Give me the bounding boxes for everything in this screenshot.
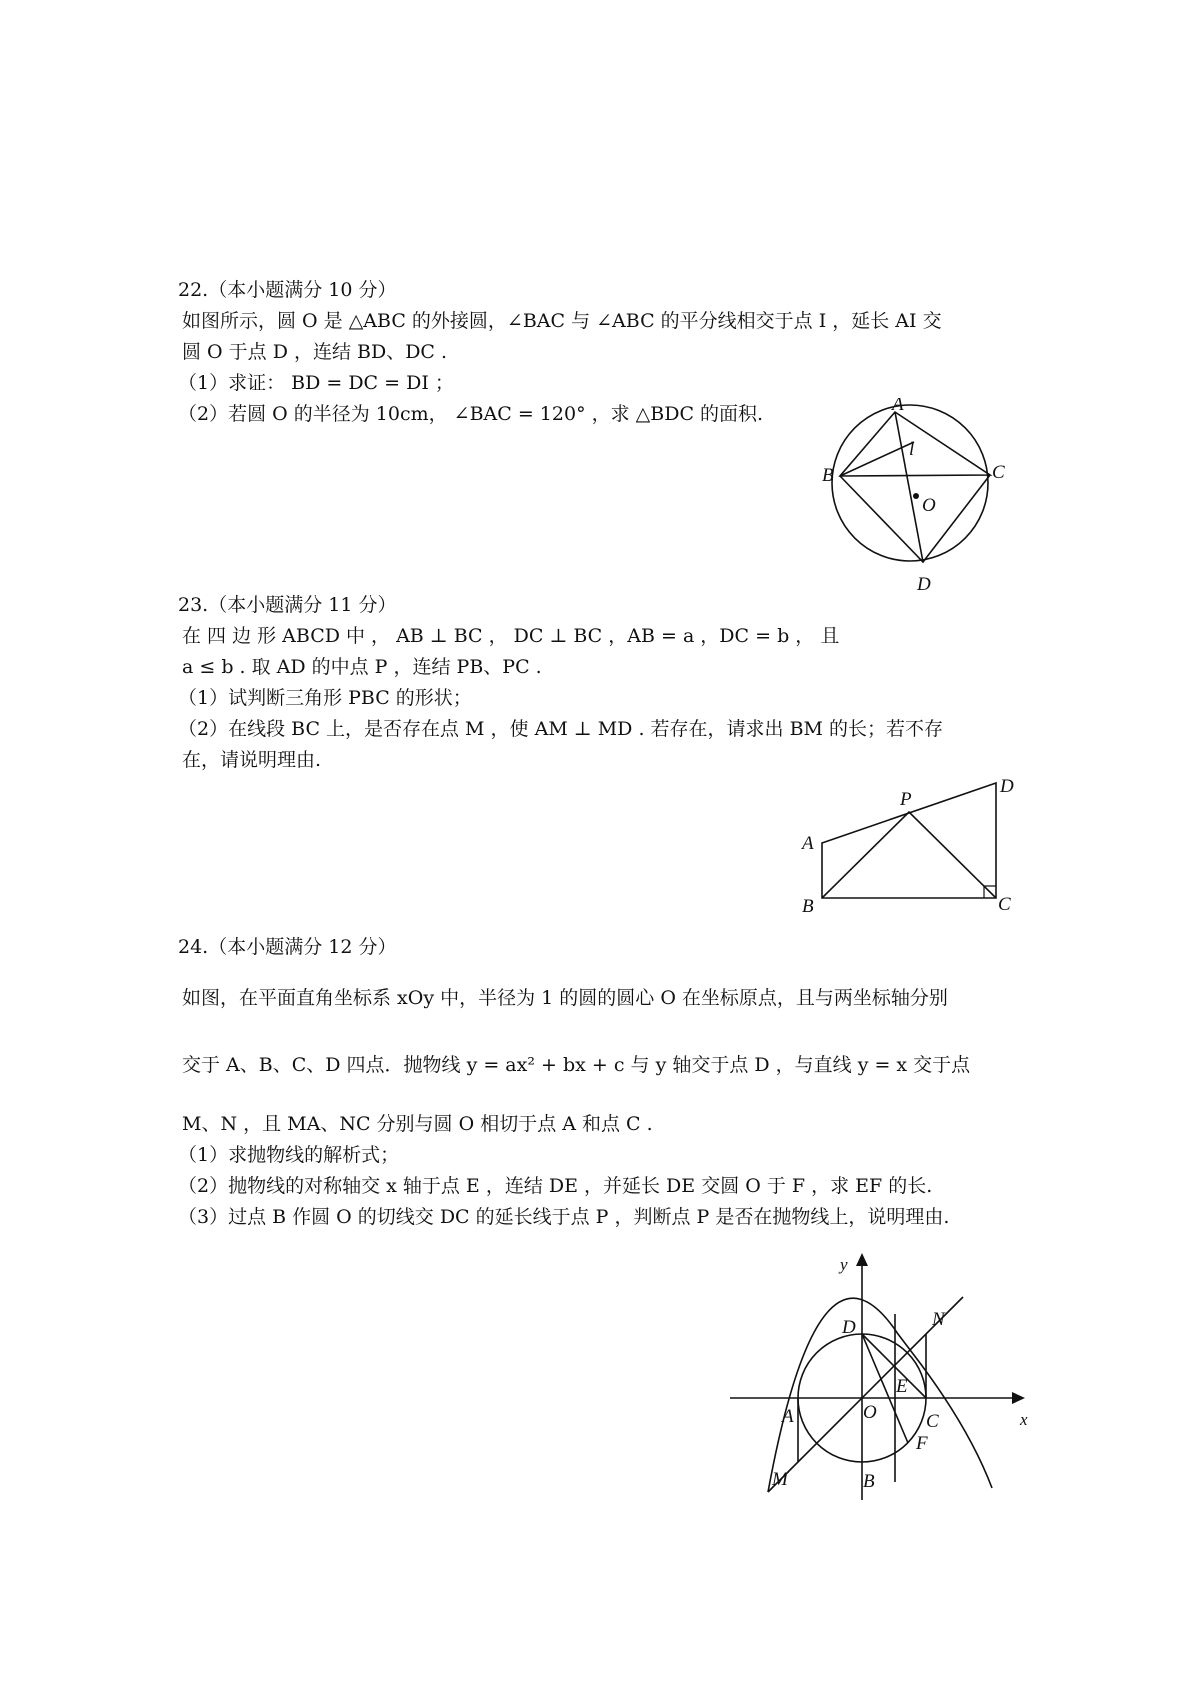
label-b: B	[863, 1471, 875, 1492]
problem-23-header: 23.（本小题满分 11 分）	[178, 594, 397, 616]
lines-pb-pc	[822, 812, 996, 898]
problem-22-figure	[810, 398, 1010, 603]
problem-24-part-2: （2）抛物线的对称轴交 x 轴于点 E ，连结 DE ，并延长 DE 交圆 O 于 F ，求 EF 的长.	[178, 1175, 933, 1197]
quadrilateral-diagram	[790, 772, 1030, 922]
problem-23-body-line-1: 在 四 边 形 ABCD 中 ， AB ⊥ BC ， DC ⊥ BC ，AB = a ，DC = b ， 且	[182, 625, 840, 647]
label-o: O	[863, 1402, 877, 1423]
problem-24-body-line-3: M、N ，且 MA、NC 分别与圆 O 相切于点 A 和点 C .	[182, 1113, 653, 1135]
label-n: N	[932, 1309, 945, 1330]
problem-23-part-1: （1）试判断三角形 PBC 的形状；	[178, 687, 472, 709]
label-d: D	[1000, 776, 1014, 797]
problem-23-part-2: （2）在线段 BC 上，是否存在点 M ，使 AM ⊥ MD . 若存在，请求出 BM 的长；若不存	[178, 718, 944, 740]
label-f: F	[916, 1433, 928, 1454]
label-m: M	[772, 1469, 788, 1490]
problem-24-body-line-1: 如图，在平面直角坐标系 xOy 中，半径为 1 的圆的圆心 O 在坐标原点，且与两坐标轴分别	[182, 987, 948, 1009]
label-c: C	[998, 894, 1011, 915]
label-a: A	[782, 1406, 794, 1427]
problem-24-body-line-2: 交于 A、B、C、D 四点．抛物线 y = ax² + bx + c 与 y 轴交于点 D ，与直线 y = x 交于点	[182, 1054, 971, 1076]
label-d: D	[917, 574, 931, 595]
label-x: x	[1020, 1410, 1028, 1429]
problem-23-body-line-2: a ≤ b . 取 AD 的中点 P ，连结 PB、PC .	[182, 656, 542, 678]
parabola	[768, 1298, 992, 1492]
problem-22-part-2: （2）若圆 O 的半径为 10cm， ∠BAC = 120° ，求 △BDC 的面积.	[178, 403, 764, 425]
problem-24-header: 24.（本小题满分 12 分）	[178, 936, 397, 958]
problem-24	[178, 932, 1032, 1233]
problem-22-body-line-2: 圆 O 于点 D ，连结 BD、DC .	[182, 341, 448, 363]
problem-23-part-2-cont: 在，请说明理由.	[182, 749, 322, 771]
x-axis-arrow	[1012, 1392, 1025, 1404]
center-o-dot	[913, 493, 919, 499]
label-a: A	[802, 833, 814, 854]
problem-22-part-1: （1）求证： BD = DC = DI ；	[178, 372, 454, 394]
label-a: A	[892, 398, 904, 415]
problem-24-figure	[720, 1250, 1040, 1515]
label-d: D	[842, 1317, 856, 1338]
label-o: O	[922, 495, 936, 516]
coordinate-diagram	[720, 1250, 1040, 1510]
label-e: E	[896, 1376, 908, 1397]
problem-22-body-line-1: 如图所示，圆 O 是 △ABC 的外接圆，∠BAC 与 ∠ABC 的平分线相交于点 I ，延长 AI 交	[182, 310, 942, 332]
problem-23	[178, 590, 1032, 776]
problem-24-part-3: （3）过点 B 作圆 O 的切线交 DC 的延长线于点 P ，判断点 P 是否在抛物线上，说明理由.	[178, 1206, 950, 1228]
label-b: B	[822, 465, 834, 486]
label-c: C	[926, 1411, 939, 1432]
label-p: P	[900, 789, 912, 810]
label-b: B	[802, 896, 814, 917]
circle-triangle-diagram	[810, 398, 1010, 598]
line-ad	[895, 412, 923, 562]
label-y: y	[840, 1255, 848, 1274]
label-c: C	[992, 462, 1005, 483]
problem-23-figure	[790, 772, 1030, 927]
bisector-bi	[840, 442, 914, 476]
problem-22-header: 22.（本小题满分 10 分）	[178, 279, 397, 301]
problem-24-part-1: （1）求抛物线的解析式；	[178, 1144, 400, 1166]
circumcircle	[832, 405, 988, 561]
label-i: l	[909, 439, 915, 460]
y-axis-arrow	[856, 1253, 868, 1266]
